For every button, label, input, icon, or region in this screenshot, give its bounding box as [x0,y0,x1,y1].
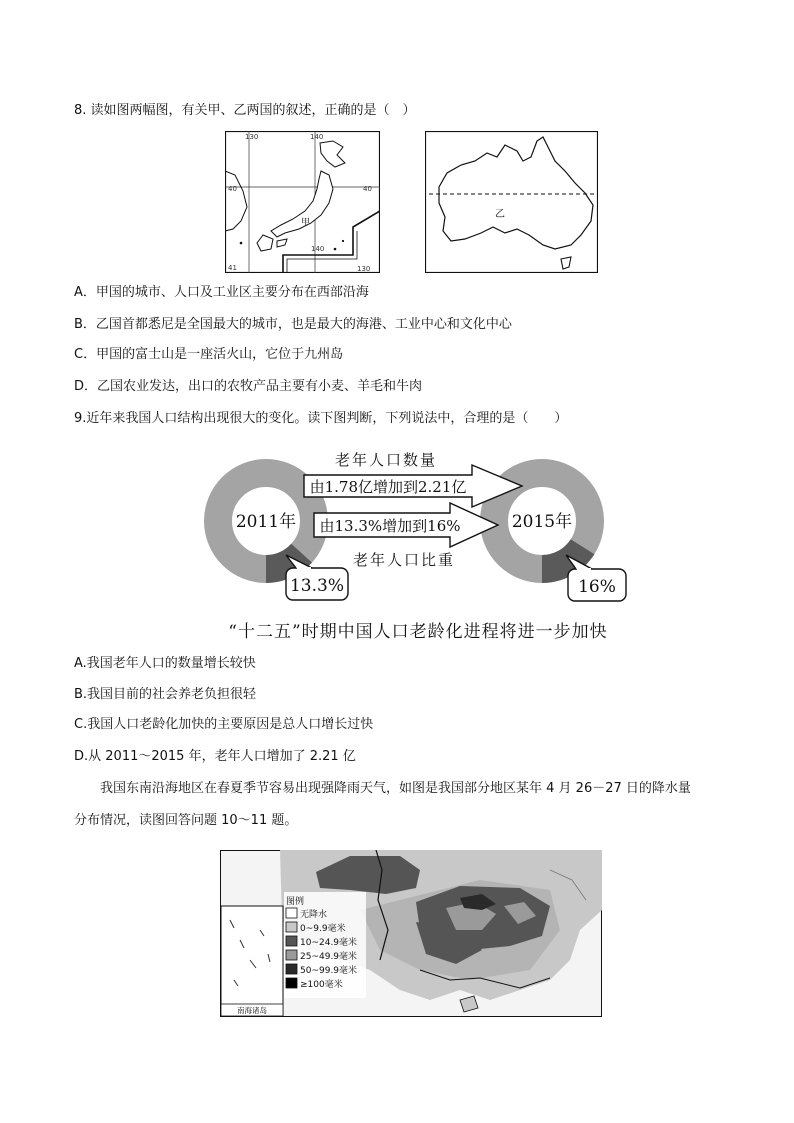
donut-2015-year: 2015年 [511,512,573,532]
jp-lon-label-3: 130 [357,265,371,273]
intro-line-1: 我国东南沿海地区在春夏季节容易出现强降雨天气，如图是我国部分地区某年 4 月 26－27 日的降水量 [100,781,691,796]
donut-2011-year: 2011年 [235,512,297,532]
legend-label: ≥100毫米 [300,980,343,990]
q8-option-a: A．甲国的城市、人口及工业区主要分布在西部沿海 [74,285,369,300]
legend-label: 25~49.9毫米 [300,952,358,962]
arrow2-title: 老年人口比重 [352,551,456,569]
q9-option-a: A.我国老年人口的数量增长较快 [74,656,256,671]
legend-label: 10~24.9毫米 [300,938,358,948]
arrow2-text: 由13.3%增加到16% [319,517,461,535]
q8-stem: 8. 读如图两幅图，有关甲、乙两国的叙述，正确的是（ ） [74,103,416,118]
inset-label: 南海诸岛 [237,1006,267,1015]
jp-lat-label-4: 41 [228,264,237,272]
legend-label: 无降水 [300,910,328,920]
jp-lon-label-1: 130 [245,133,259,141]
callout-2011-pct: 13.3% [289,576,345,596]
figure-caption: “十二五”时期中国人口老龄化进程将进一步加快 [228,622,608,642]
au-mark: 乙 [495,209,505,220]
q8-option-c: C．甲国的富士山是一座活火山，它位于九州岛 [74,347,344,362]
arrow1-text: 由1.78亿增加到2.21亿 [309,478,467,496]
jp-lat-label-2: 40 [363,185,372,193]
legend-swatch [286,936,297,946]
legend-title: 图例 [286,897,305,907]
q9-option-b: B.我国目前的社会养老负担很轻 [74,687,257,702]
q8-option-d: D．乙国农业发达，出口的农牧产品主要有小麦、羊毛和牛肉 [74,379,423,394]
legend-swatch [286,950,297,960]
q9-stem: 9.近年来我国人口结构出现很大的变化。读下图判断，下列说法中，合理的是（ ） [74,411,568,426]
legend-label: 0~9.9毫米 [300,924,346,934]
aging-figure [200,437,640,645]
q9-option-c: C.我国人口老龄化加快的主要原因是总人口增长过快 [74,717,374,732]
jp-mark: 甲 [301,218,311,228]
legend-swatch [286,964,297,974]
jp-lat-label-3: 140 [311,245,325,253]
legend-swatch [286,922,297,932]
intro-line-2: 分布情况，读图回答问题 10～11 题。 [74,813,298,828]
japan-map [225,131,380,277]
legend-swatch [286,908,297,918]
q8-option-b: B．乙国首都悉尼是全国最大的城市，也是最大的海港、工业中心和文化中心 [74,317,512,332]
jp-lon-label-2: 140 [310,133,324,141]
q9-option-d: D.从 2011～2015 年，老年人口增加了 2.21 亿 [74,749,356,764]
callout-2015-pct: 16% [578,577,616,597]
australia-map [425,131,598,277]
legend-swatch [286,978,297,988]
jp-lat-label-1: 40 [228,185,237,193]
legend-label: 50~99.9毫米 [300,966,358,976]
rainfall-map [220,850,602,1021]
arrow1-title: 老年人口数量 [334,451,438,469]
